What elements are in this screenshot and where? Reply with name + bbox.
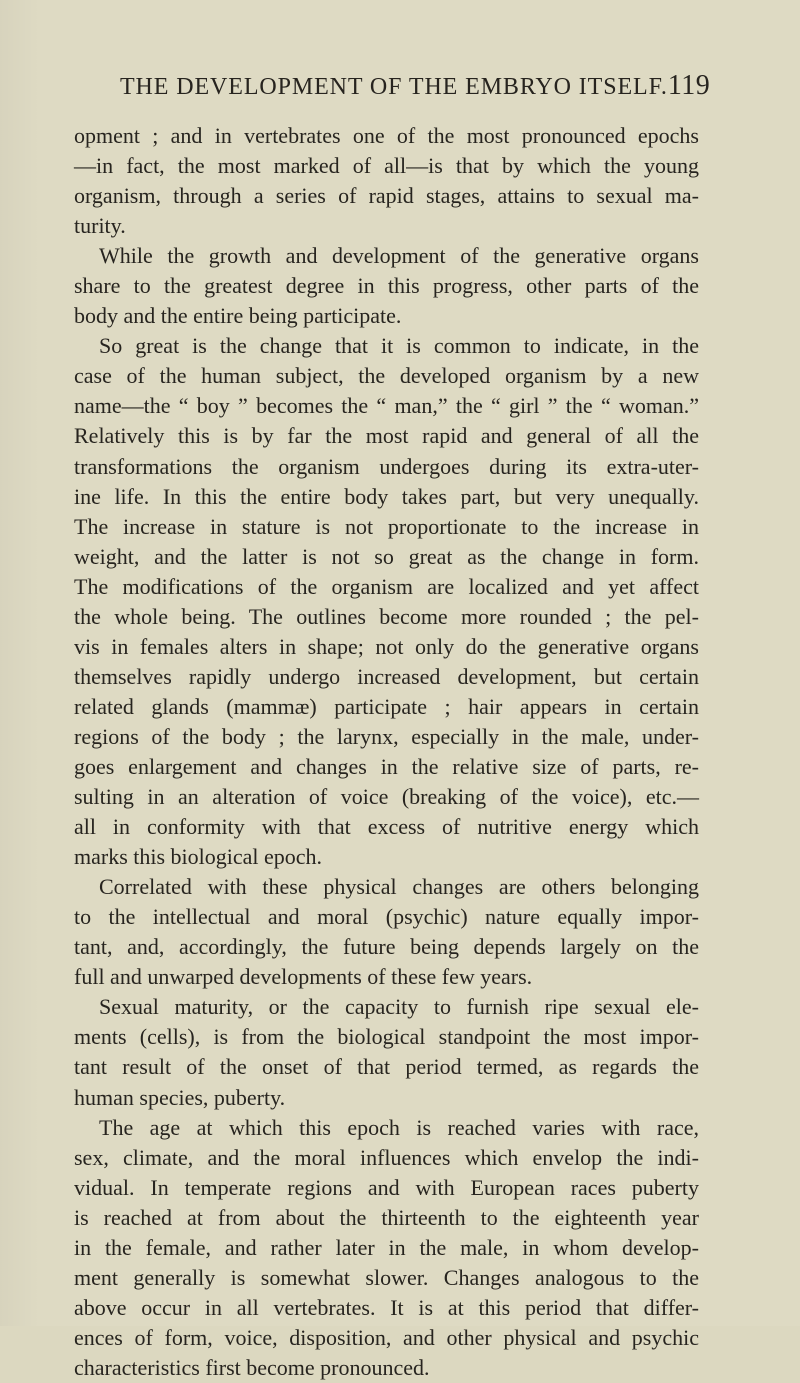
text-line: organism, through a series of rapid stages, attains to sexual ma- [74, 183, 699, 209]
text-line: The modifications of the organism are localized and yet affect [74, 573, 699, 599]
text-line: goes enlargement and changes in the relative size of parts, re- [74, 753, 699, 779]
text-line: full and unwarped developments of these few years. [74, 964, 533, 990]
text-line: case of the human subject, the developed organism by a new [74, 363, 699, 389]
text-line: characteristics first become pronounced. [74, 1354, 430, 1380]
text-line: related glands (mammæ) participate ; hair appears in certain [74, 693, 699, 719]
page-number: 119 [667, 70, 711, 101]
text-line: tant, and, accordingly, the future being depends largely on the [74, 934, 699, 960]
text-line: —in fact, the most marked of all—is that by which the young [74, 153, 699, 179]
text-line: ine life. In this the entire body takes part, but very unequally. [74, 483, 699, 509]
text-line: While the growth and development of the generative organs [99, 243, 699, 269]
text-line: is reached at from about the thirteenth to the eighteenth year [74, 1204, 699, 1230]
text-line: So great is the change that it is common to indicate, in the [99, 333, 699, 359]
text-line: Relatively this is by far the most rapid and general of all the [74, 423, 699, 449]
text-line: body and the entire being participate. [74, 303, 402, 329]
text-line: all in conformity with that excess of nutritive energy which [74, 814, 699, 840]
text-line: marks this biological epoch. [74, 844, 323, 870]
text-line: ment generally is somewhat slower. Changes analogous to the [74, 1264, 699, 1290]
text-line: ments (cells), is from the biological standpoint the most impor- [74, 1024, 699, 1050]
text-line: regions of the body ; the larynx, especially in the male, under- [74, 723, 699, 749]
text-line: vidual. In temperate regions and with European races puberty [74, 1174, 699, 1200]
text-line: name—the “ boy ” becomes the “ man,” the “ girl ” the “ woman.” [74, 393, 699, 419]
text-line: Correlated with these physical changes are others belonging [99, 874, 699, 900]
text-line: Sexual maturity, or the capacity to furnish ripe sexual ele- [99, 994, 699, 1020]
text-line: vis in females alters in shape; not only do the generative organs [74, 633, 699, 659]
running-head [120, 70, 711, 104]
text-line: The age at which this epoch is reached varies with race, [99, 1114, 699, 1140]
text-line: transformations the organism undergoes during its extra-uter- [74, 453, 699, 479]
text-line: weight, and the latter is not so great as the change in form. [74, 543, 699, 569]
text-line: opment ; and in vertebrates one of the most pronounced epochs [74, 123, 699, 148]
text-line: turity. [74, 213, 126, 239]
text-line: above occur in all vertebrates. It is at this period that differ- [74, 1294, 699, 1320]
text-line: share to the greatest degree in this progress, other parts of the [74, 273, 699, 299]
text-line: sulting in an alteration of voice (breaking of the voice), etc.— [74, 784, 699, 810]
text-line: to the intellectual and moral (psychic) nature equally impor- [74, 904, 699, 930]
text-line: sex, climate, and the moral influences which envelop the indi- [74, 1144, 699, 1170]
body-text [74, 121, 699, 1383]
text-line: human species, puberty. [74, 1084, 286, 1110]
text-line: tant result of the onset of that period termed, as regards the [74, 1054, 699, 1080]
text-line: The increase in stature is not proportionate to the increase in [74, 513, 699, 539]
text-line: in the female, and rather later in the male, in whom develop- [74, 1234, 699, 1260]
text-line: ences of form, voice, disposition, and other physical and psychic [74, 1324, 699, 1350]
text-line: the whole being. The outlines become more rounded ; the pel- [74, 603, 699, 629]
text-line: themselves rapidly undergo increased development, but certain [74, 663, 699, 689]
running-head-title: THE DEVELOPMENT OF THE EMBRYO ITSELF. [120, 74, 668, 100]
